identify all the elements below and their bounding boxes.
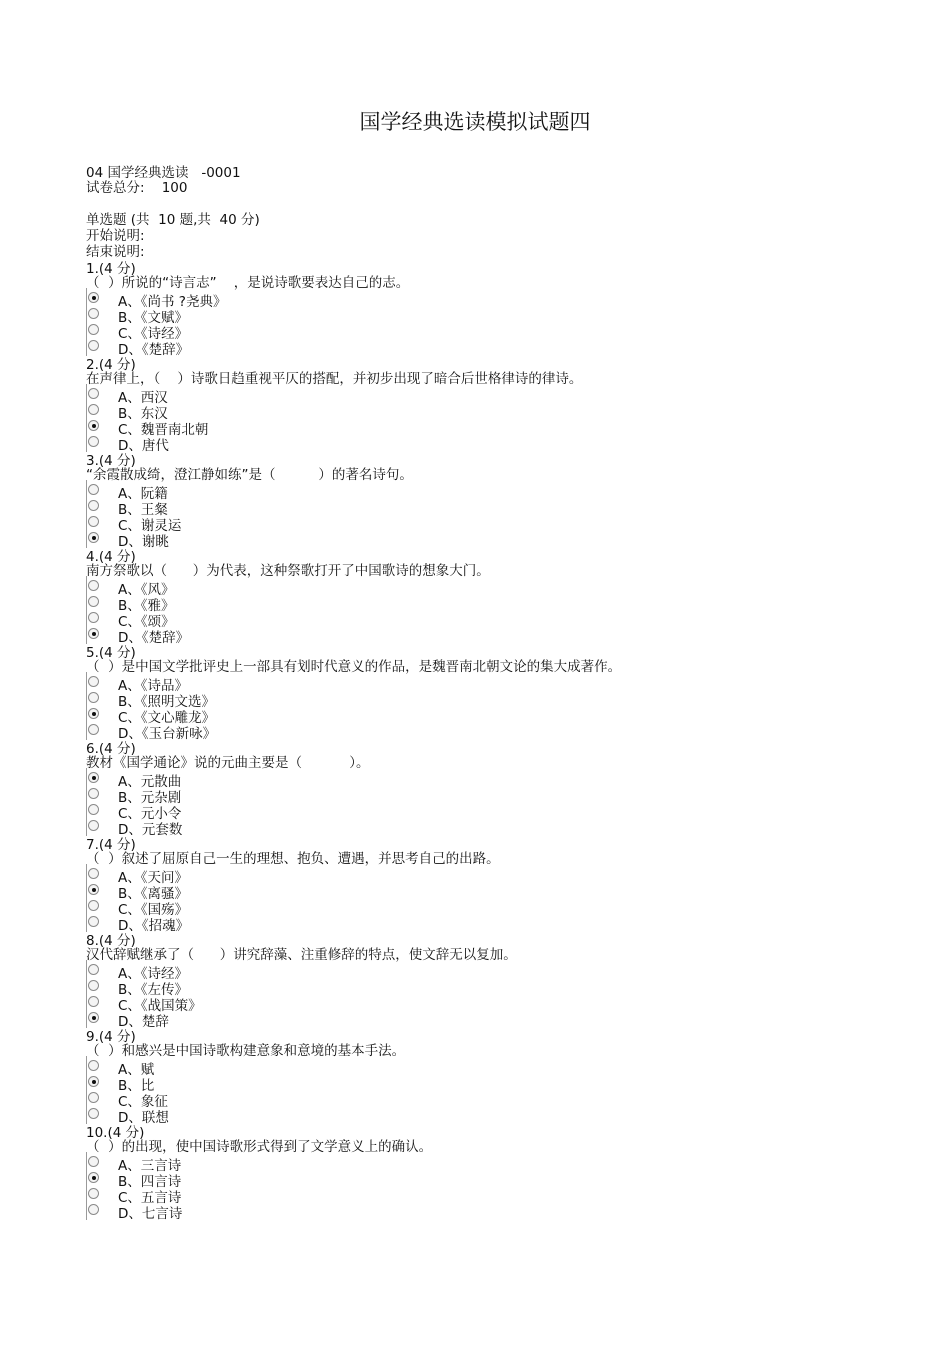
question-number: 4.(4 分) xyxy=(86,549,136,565)
option-radio[interactable] xyxy=(88,1188,99,1199)
option-label[interactable]: A、《诗经》 xyxy=(118,966,188,982)
option-radio[interactable] xyxy=(88,964,99,975)
option-label[interactable]: C、谢灵运 xyxy=(118,518,182,534)
option-radio[interactable] xyxy=(88,804,99,815)
option-radio[interactable] xyxy=(88,516,99,527)
option-label[interactable]: D、楚辞 xyxy=(118,1014,169,1030)
question-item xyxy=(86,1029,906,1125)
question-list xyxy=(86,261,906,1221)
option-radio[interactable] xyxy=(88,308,99,319)
option-radio[interactable] xyxy=(88,772,99,783)
option-radio[interactable] xyxy=(88,580,99,591)
question-text: （ ）的出现，使中国诗歌形式得到了文学意义上的确认。 xyxy=(86,1139,433,1155)
option-radio[interactable] xyxy=(88,1012,99,1023)
option-label[interactable]: A、阮籍 xyxy=(118,486,168,502)
end-note: 结束说明: xyxy=(86,244,145,260)
question-item xyxy=(86,357,906,453)
option-label[interactable]: D、唐代 xyxy=(118,438,169,454)
option-radio[interactable] xyxy=(88,868,99,879)
question-number: 1.(4 分) xyxy=(86,261,136,277)
question-item xyxy=(86,645,906,741)
option-label[interactable]: A、《尚书 ?尧典》 xyxy=(118,294,227,310)
option-label[interactable]: B、四言诗 xyxy=(118,1174,182,1190)
option-radio[interactable] xyxy=(88,900,99,911)
option-radio[interactable] xyxy=(88,884,99,895)
option-label[interactable]: B、《雅》 xyxy=(118,598,175,614)
option-radio[interactable] xyxy=(88,324,99,335)
question-text: （ ）是中国文学批评史上一部具有划时代意义的作品，是魏晋南北朝文论的集大成著作。 xyxy=(86,659,622,675)
option-label[interactable]: B、《照明文选》 xyxy=(118,694,216,710)
option-label[interactable]: C、《诗经》 xyxy=(118,326,189,342)
question-text: “余霞散成绮，澄江静如练”是（ ）的著名诗句。 xyxy=(86,467,413,483)
option-label[interactable]: C、《文心雕龙》 xyxy=(118,710,216,726)
question-number: 2.(4 分) xyxy=(86,357,136,373)
option-label[interactable]: B、《左传》 xyxy=(118,982,189,998)
option-label[interactable]: C、《颂》 xyxy=(118,614,175,630)
course-code: 04 国学经典选读 -0001 xyxy=(86,165,241,181)
question-item xyxy=(86,933,906,1029)
option-radio[interactable] xyxy=(88,820,99,831)
total-score: 试卷总分: 100 xyxy=(86,180,188,196)
option-label[interactable]: B、比 xyxy=(118,1078,155,1094)
option-radio[interactable] xyxy=(88,404,99,415)
option-radio[interactable] xyxy=(88,436,99,447)
option-label[interactable]: C、魏晋南北朝 xyxy=(118,422,209,438)
question-number: 8.(4 分) xyxy=(86,933,136,949)
start-note: 开始说明: xyxy=(86,228,145,244)
option-radio[interactable] xyxy=(88,1156,99,1167)
option-label[interactable]: D、元套数 xyxy=(118,822,183,838)
option-radio[interactable] xyxy=(88,388,99,399)
question-item xyxy=(86,837,906,933)
section-heading: 单选题 (共 10 题,共 40 分) xyxy=(86,212,260,228)
option-label[interactable]: C、《战国策》 xyxy=(118,998,202,1014)
option-radio[interactable] xyxy=(88,916,99,927)
option-label[interactable]: B、《文赋》 xyxy=(118,310,189,326)
question-item xyxy=(86,741,906,837)
question-text: （ ）和感兴是中国诗歌构建意象和意境的基本手法。 xyxy=(86,1043,406,1059)
option-radio[interactable] xyxy=(88,1172,99,1183)
option-label[interactable]: D、《楚辞》 xyxy=(118,342,190,358)
option-label[interactable]: C、元小令 xyxy=(118,806,182,822)
option-radio[interactable] xyxy=(88,420,99,431)
question-number: 10.(4 分) xyxy=(86,1125,145,1141)
option-radio[interactable] xyxy=(88,724,99,735)
option-label[interactable]: D、《楚辞》 xyxy=(118,630,190,646)
question-item xyxy=(86,453,906,549)
option-label[interactable]: D、谢眺 xyxy=(118,534,169,550)
option-label[interactable]: A、西汉 xyxy=(118,390,168,406)
option-label[interactable]: A、《诗品》 xyxy=(118,678,188,694)
option-radio[interactable] xyxy=(88,596,99,607)
option-radio[interactable] xyxy=(88,500,99,511)
question-number: 3.(4 分) xyxy=(86,453,136,469)
question-item xyxy=(86,261,906,357)
option-radio[interactable] xyxy=(88,628,99,639)
question-item xyxy=(86,549,906,645)
question-text: （ ）叙述了屈原自己一生的理想、抱负、遭遇，并思考自己的出路。 xyxy=(86,851,500,867)
question-text: 教材《国学通论》说的元曲主要是（ ）。 xyxy=(86,755,370,771)
option-label[interactable]: A、三言诗 xyxy=(118,1158,182,1174)
option-radio[interactable] xyxy=(88,996,99,1007)
question-item xyxy=(86,1125,906,1221)
option-radio[interactable] xyxy=(88,788,99,799)
question-number: 7.(4 分) xyxy=(86,837,136,853)
question-text: 在声律上，（ ）诗歌日趋重视平仄的搭配，并初步出现了暗合后世格律诗的律诗。 xyxy=(86,371,583,387)
option-radio[interactable] xyxy=(88,1060,99,1071)
question-text: 汉代辞赋继承了（ ）讲究辞藻、注重修辞的特点，使文辞无以复加。 xyxy=(86,947,517,963)
option-radio[interactable] xyxy=(88,1076,99,1087)
option-label[interactable]: C、象征 xyxy=(118,1094,168,1110)
option-label[interactable]: D、《玉台新咏》 xyxy=(118,726,217,742)
option-label[interactable]: A、《风》 xyxy=(118,582,175,598)
option-label[interactable]: B、王粲 xyxy=(118,502,168,518)
question-number: 9.(4 分) xyxy=(86,1029,136,1045)
option-radio[interactable] xyxy=(88,612,99,623)
question-number: 5.(4 分) xyxy=(86,645,136,661)
option-label[interactable]: B、元杂剧 xyxy=(118,790,182,806)
option-label[interactable]: B、《离骚》 xyxy=(118,886,189,902)
option-radio[interactable] xyxy=(88,484,99,495)
question-text: （ ）所说的“诗言志” ，是说诗歌要表达自己的志。 xyxy=(86,275,410,291)
option-label[interactable]: B、东汉 xyxy=(118,406,168,422)
option-radio[interactable] xyxy=(88,676,99,687)
question-text: 南方祭歌以（ ）为代表，这种祭歌打开了中国歌诗的想象大门。 xyxy=(86,563,490,579)
option-label[interactable]: D、联想 xyxy=(118,1110,169,1126)
option-radio[interactable] xyxy=(88,1092,99,1103)
option-label[interactable]: A、元散曲 xyxy=(118,774,182,790)
option-label[interactable]: A、赋 xyxy=(118,1062,155,1078)
option-label[interactable]: D、七言诗 xyxy=(118,1206,183,1222)
option-radio[interactable] xyxy=(88,980,99,991)
option-radio[interactable] xyxy=(88,532,99,543)
option-radio[interactable] xyxy=(88,1204,99,1215)
option-label[interactable]: A、《天问》 xyxy=(118,870,188,886)
option-label[interactable]: C、《国殇》 xyxy=(118,902,189,918)
option-radio[interactable] xyxy=(88,708,99,719)
option-radio[interactable] xyxy=(88,692,99,703)
option-radio[interactable] xyxy=(88,340,99,351)
option-radio[interactable] xyxy=(88,1108,99,1119)
option-label[interactable]: C、五言诗 xyxy=(118,1190,182,1206)
page-title: 国学经典选读模拟试题四 xyxy=(359,110,591,134)
option-label[interactable]: D、《招魂》 xyxy=(118,918,190,934)
question-number: 6.(4 分) xyxy=(86,741,136,757)
option-radio[interactable] xyxy=(88,292,99,303)
